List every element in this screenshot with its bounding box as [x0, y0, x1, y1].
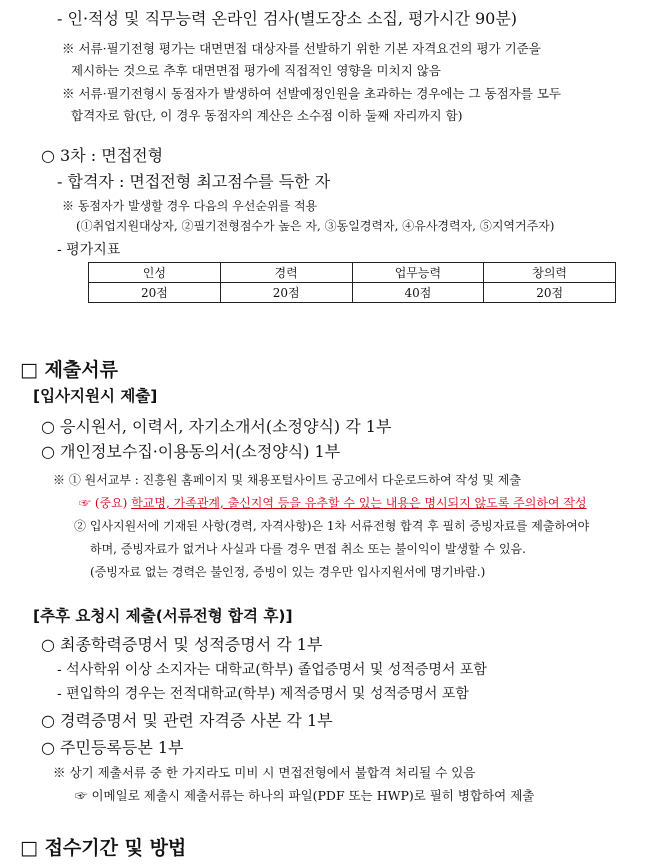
pass-criteria: - 합격자 : 면접전형 최고점수를 득한 자 [57, 172, 331, 191]
eval-table [88, 262, 616, 303]
online-test-line: - 인·적성 및 직무능력 온라인 검사(별도장소 소집, 평가시간 90분) [57, 9, 518, 28]
table-header-cell: 업무능력 [352, 263, 484, 283]
important-prefix: ☞ (중요) [79, 496, 132, 510]
table-header-cell: 경력 [220, 263, 352, 283]
table-header-cell: 창의력 [484, 263, 616, 283]
apply-docs-heading: [입사지원시 제출] [33, 387, 158, 405]
important-text: 학교명, 가족관계, 출신지역 등을 유추할 수 있는 내용은 명시되지 않도록 주의하여 작성 [131, 496, 587, 510]
note-line: ② 입사지원서에 기재된 사항(경력, 자격사항)은 1차 서류전형 합격 후 필히 증빙자료를 제출하여야 [74, 519, 590, 533]
note-line: ※ ① 원서교부 : 진흥원 홈페이지 및 채용포털사이트 공고에서 다운로드하여 작성 및 제출 [53, 473, 521, 487]
list-item: ○ 최종학력증명서 및 성적증명서 각 1부 [41, 635, 323, 654]
list-item: ○ 주민등록등본 1부 [41, 738, 184, 757]
tie-note: ※ 동점자가 발생할 경우 다음의 우선순위를 적용 [62, 199, 318, 213]
table-cell: 20점 [484, 283, 616, 303]
list-item: - 편입학의 경우는 전적대학교(학부) 제적증명서 및 성적증명서 포함 [57, 686, 469, 702]
note-line: (증빙자료 없는 경력은 불인정, 증빙이 있는 경우만 입사지원서에 명기바람.) [90, 565, 486, 579]
note-line: ※ 서류·필기전형시 동점자가 발생하여 선발예정인원을 초과하는 경우에는 그 동점자를 모두 [62, 86, 562, 101]
eval-index-label: - 평가지표 [57, 242, 121, 258]
table-cell: 40점 [352, 283, 484, 303]
list-item: ○ 응시원서, 이력서, 자기소개서(소정양식) 각 1부 [41, 417, 392, 436]
table-row [89, 263, 616, 283]
table-row [89, 283, 616, 303]
list-item: ○ 경력증명서 및 관련 자격증 사본 각 1부 [41, 711, 333, 730]
table-cell: 20점 [89, 283, 221, 303]
section-title-period: □ 접수기간 및 방법 [20, 837, 187, 859]
note-line: ※ 서류·필기전형 평가는 대면면접 대상자를 선발하기 위한 기본 자격요건의 평가 기준을 [62, 41, 541, 56]
important-note [79, 497, 587, 509]
note-line: 제시하는 것으로 추후 대면면접 평가에 직접적인 영향을 미치지 않음 [71, 63, 441, 78]
note-line: ☞ 이메일로 제출시 제출서류는 하나의 파일(PDF 또는 HWP)로 필히 병합하여 제출 [75, 788, 535, 803]
list-item: - 석사학위 이상 소지자는 대학교(학부) 졸업증명서 및 성적증명서 포함 [57, 662, 487, 678]
note-line: 하며, 증빙자료가 없거나 사실과 다를 경우 면접 취소 또는 불이익이 발생할 수 있음. [90, 542, 526, 556]
table-cell: 20점 [220, 283, 352, 303]
note-line: 합격자로 함(단, 이 경우 동점자의 계산은 소수점 이하 둘째 자리까지 함) [71, 108, 463, 123]
tie-priority: (①취업지원대상자, ②필기전형점수가 높은 자, ③동일경력자, ④유사경력자, ⑤지역거주자) [76, 219, 555, 233]
note-line: ※ 상기 제출서류 중 한 가지라도 미비 시 면접전형에서 불합격 처리될 수 있음 [53, 765, 476, 780]
list-item: ○ 개인정보수집·이용동의서(소정양식) 1부 [41, 442, 341, 461]
later-docs-heading: [추후 요청시 제출(서류전형 합격 후)] [33, 607, 293, 625]
stage3-heading: ○ 3차 : 면접전형 [41, 146, 164, 165]
table-header-cell: 인성 [89, 263, 221, 283]
section-title-documents: □ 제출서류 [20, 359, 118, 381]
